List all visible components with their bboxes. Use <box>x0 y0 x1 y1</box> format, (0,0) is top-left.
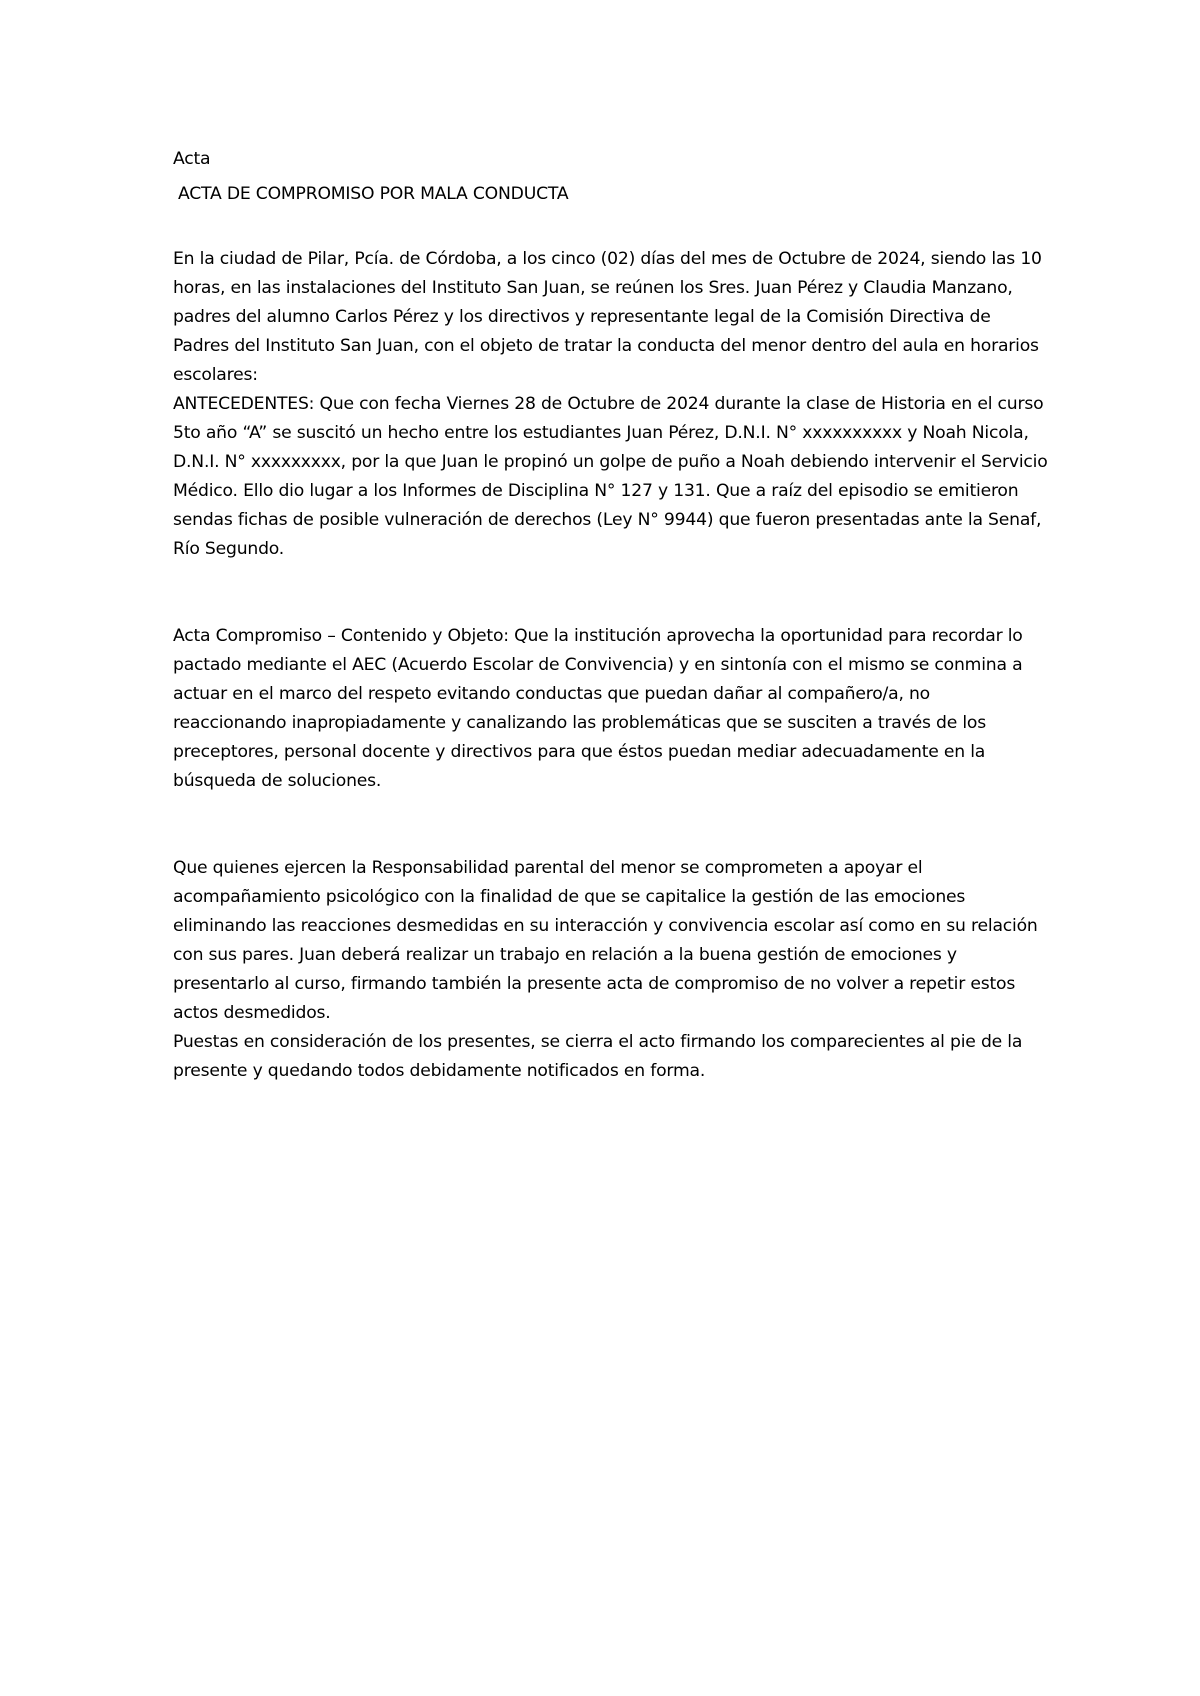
paragraph-spacer <box>173 564 1048 622</box>
document-label: Acta <box>173 149 211 169</box>
paragraph-cierre: Puestas en consideración de los presentes, se cierra el acto firmando los comparecientes al pie de la presente y quedando todos debidamente notificados en forma. <box>173 1032 1023 1081</box>
document-body <box>173 145 1048 1086</box>
paragraph-opening: En la ciudad de Pilar, Pcía. de Córdoba, a los cinco (02) días del mes de Octubre de 2024, siendo las 10 horas, en las instalaciones del Instituto San Juan, se reúnen los Sres. Juan Pérez y Claudia Manzano, padres del alumno Carlos Pérez y los directivos y representante legal de la Comisión Directiva de Padres del Instituto San Juan, con el objeto de tratar la conducta del menor dentro del aula en horarios escolares: <box>173 249 1042 385</box>
paragraph-spacer <box>173 796 1048 854</box>
paragraph-responsabilidad: Que quienes ejercen la Responsabilidad parental del menor se comprometen a apoyar el acompañamiento psicológico con la finalidad de que se capitalice la gestión de las emociones eliminando las reacciones desmedidas en su interacción y convivencia escolar así como en su relación con sus pares. Juan deberá realizar un trabajo en relación a la buena gestión de emociones y presentarlo al curso, firmando también la presente acta de compromiso de no volver a repetir estos actos desmedidos. <box>173 858 1038 1023</box>
paragraph-compromiso: Acta Compromiso – Contenido y Objeto: Que la institución aprovecha la oportunidad para recordar lo pactado mediante el AEC (Acuerdo Escolar de Convivencia) y en sintonía con el mismo se conmina a actuar en el marco del respeto evitando conductas que puedan dañar al compañero/a, no reaccionando inapropiadamente y canalizando las problemáticas que se susciten a través de los preceptores, personal docente y directivos para que éstos puedan mediar adecuadamente en la búsqueda de soluciones. <box>173 626 1023 791</box>
paragraph-antecedentes: ANTECEDENTES: Que con fecha Viernes 28 de Octubre de 2024 durante la clase de Historia en el curso 5to año “A” se suscitó un hecho entre los estudiantes Juan Pérez, D.N.I. N° xxxxxxxxxx y Noah Nicola, D.N.I. N° xxxxxxxxx, por la que Juan le propinó un golpe de puño a Noah debiendo intervenir el Servicio Médico. Ello dio lugar a los Informes de Disciplina N° 127 y 131. Que a raíz del episodio se emitieron sendas fichas de posible vulneración de derechos (Ley N° 9944) que fueron presentadas ante la Senaf, Río Segundo. <box>173 394 1048 559</box>
document-heading: ACTA DE COMPROMISO POR MALA CONDUCTA <box>178 184 569 204</box>
